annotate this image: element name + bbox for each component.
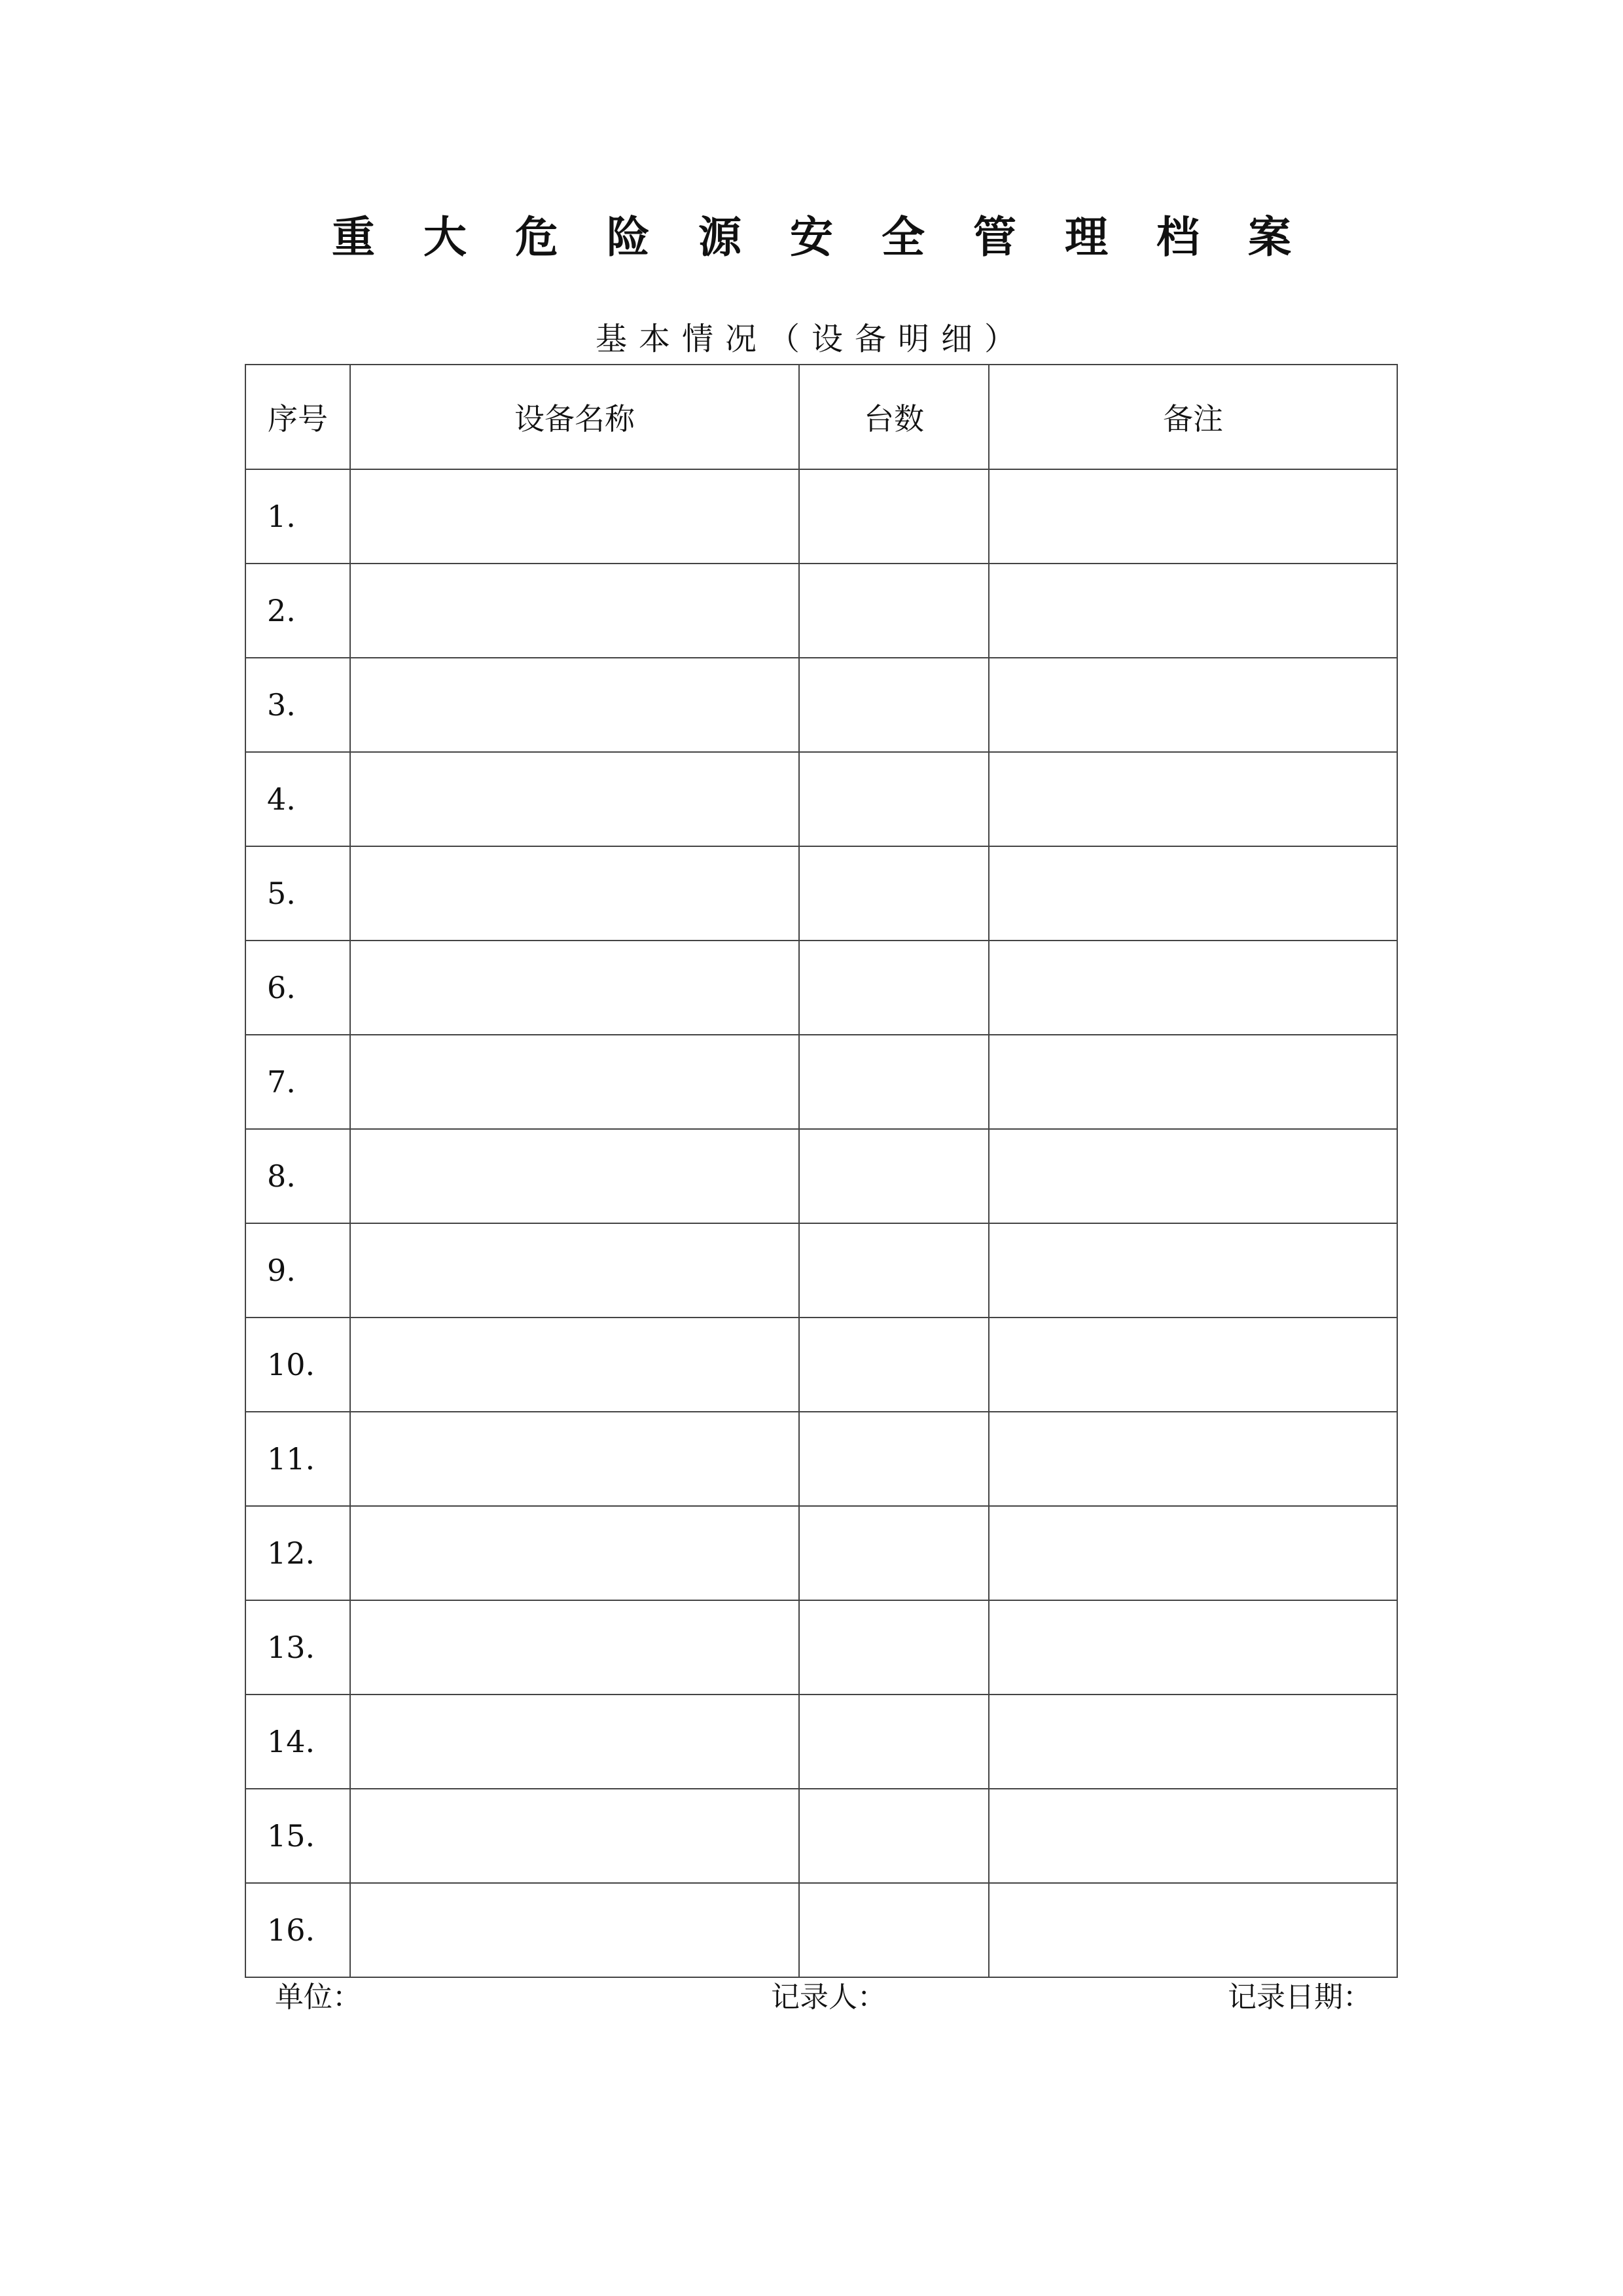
table-row (245, 1223, 1397, 1318)
row-serial-number: 3. (245, 658, 350, 752)
row-serial-number: 16. (245, 1883, 350, 1977)
row-equipment-name-cell[interactable] (350, 941, 799, 1035)
table-row (245, 1506, 1397, 1600)
row-quantity-cell[interactable] (799, 1035, 989, 1129)
row-quantity-cell[interactable] (799, 564, 989, 658)
footer-recorder-label: 记录人： (771, 1981, 886, 2014)
row-quantity-cell[interactable] (799, 1412, 989, 1506)
footer-unit-label: 单位： (275, 1981, 361, 2014)
row-remarks-cell[interactable] (989, 1789, 1397, 1883)
table-row (245, 469, 1397, 564)
table-row (245, 1412, 1397, 1506)
row-remarks-cell[interactable] (989, 1412, 1397, 1506)
row-remarks-cell[interactable] (989, 1223, 1397, 1318)
table-row (245, 1789, 1397, 1883)
table-row (245, 1883, 1397, 1977)
row-serial-number: 1. (245, 469, 350, 564)
row-serial-number: 15. (245, 1789, 350, 1883)
row-remarks-cell[interactable] (989, 1318, 1397, 1412)
row-equipment-name-cell[interactable] (350, 1223, 799, 1318)
row-remarks-cell[interactable] (989, 1883, 1397, 1977)
equipment-table (245, 364, 1398, 1978)
row-serial-number: 14. (245, 1695, 350, 1789)
table-row (245, 1129, 1397, 1223)
row-serial-number: 8. (245, 1129, 350, 1223)
row-serial-number: 5. (245, 846, 350, 941)
document-title: 重大危险源安全管理档案 (332, 212, 1340, 262)
row-serial-number: 6. (245, 941, 350, 1035)
row-remarks-cell[interactable] (989, 564, 1397, 658)
table-row (245, 564, 1397, 658)
table-row (245, 1695, 1397, 1789)
row-quantity-cell[interactable] (799, 846, 989, 941)
table-row (245, 1600, 1397, 1695)
table-header-row (245, 365, 1397, 469)
row-remarks-cell[interactable] (989, 1506, 1397, 1600)
row-remarks-cell[interactable] (989, 752, 1397, 846)
row-remarks-cell[interactable] (989, 846, 1397, 941)
row-quantity-cell[interactable] (799, 941, 989, 1035)
row-quantity-cell[interactable] (799, 1789, 989, 1883)
row-quantity-cell[interactable] (799, 658, 989, 752)
row-remarks-cell[interactable] (989, 658, 1397, 752)
row-equipment-name-cell[interactable] (350, 1035, 799, 1129)
row-quantity-cell[interactable] (799, 752, 989, 846)
row-quantity-cell[interactable] (799, 1318, 989, 1412)
row-quantity-cell[interactable] (799, 1129, 989, 1223)
table-caption: 基本情况（设备明细） (595, 321, 1027, 357)
row-equipment-name-cell[interactable] (350, 1600, 799, 1695)
table-body (245, 469, 1397, 1977)
row-equipment-name-cell[interactable] (350, 1883, 799, 1977)
row-remarks-cell[interactable] (989, 1600, 1397, 1695)
row-equipment-name-cell[interactable] (350, 1129, 799, 1223)
header-quantity: 台数 (799, 365, 989, 469)
table-row (245, 846, 1397, 941)
row-serial-number: 4. (245, 752, 350, 846)
row-serial-number: 10. (245, 1318, 350, 1412)
row-remarks-cell[interactable] (989, 941, 1397, 1035)
table-row (245, 752, 1397, 846)
row-serial-number: 13. (245, 1600, 350, 1695)
table-row (245, 1318, 1397, 1412)
row-remarks-cell[interactable] (989, 469, 1397, 564)
row-equipment-name-cell[interactable] (350, 658, 799, 752)
row-quantity-cell[interactable] (799, 1600, 989, 1695)
row-quantity-cell[interactable] (799, 1223, 989, 1318)
row-remarks-cell[interactable] (989, 1035, 1397, 1129)
row-equipment-name-cell[interactable] (350, 1695, 799, 1789)
row-equipment-name-cell[interactable] (350, 1506, 799, 1600)
row-quantity-cell[interactable] (799, 1506, 989, 1600)
row-serial-number: 9. (245, 1223, 350, 1318)
row-serial-number: 2. (245, 564, 350, 658)
row-equipment-name-cell[interactable] (350, 1318, 799, 1412)
row-equipment-name-cell[interactable] (350, 1789, 799, 1883)
header-serial-number: 序号 (245, 365, 350, 469)
row-quantity-cell[interactable] (799, 1883, 989, 1977)
row-equipment-name-cell[interactable] (350, 469, 799, 564)
row-equipment-name-cell[interactable] (350, 752, 799, 846)
row-serial-number: 12. (245, 1506, 350, 1600)
row-equipment-name-cell[interactable] (350, 564, 799, 658)
table-row (245, 1035, 1397, 1129)
header-equipment-name: 设备名称 (350, 365, 799, 469)
row-remarks-cell[interactable] (989, 1695, 1397, 1789)
row-quantity-cell[interactable] (799, 1695, 989, 1789)
table-row (245, 658, 1397, 752)
footer-date-label: 记录日期： (1228, 1981, 1372, 2014)
table-row (245, 941, 1397, 1035)
row-serial-number: 7. (245, 1035, 350, 1129)
row-remarks-cell[interactable] (989, 1129, 1397, 1223)
header-remarks: 备注 (989, 365, 1397, 469)
row-equipment-name-cell[interactable] (350, 846, 799, 941)
row-equipment-name-cell[interactable] (350, 1412, 799, 1506)
row-quantity-cell[interactable] (799, 469, 989, 564)
row-serial-number: 11. (245, 1412, 350, 1506)
